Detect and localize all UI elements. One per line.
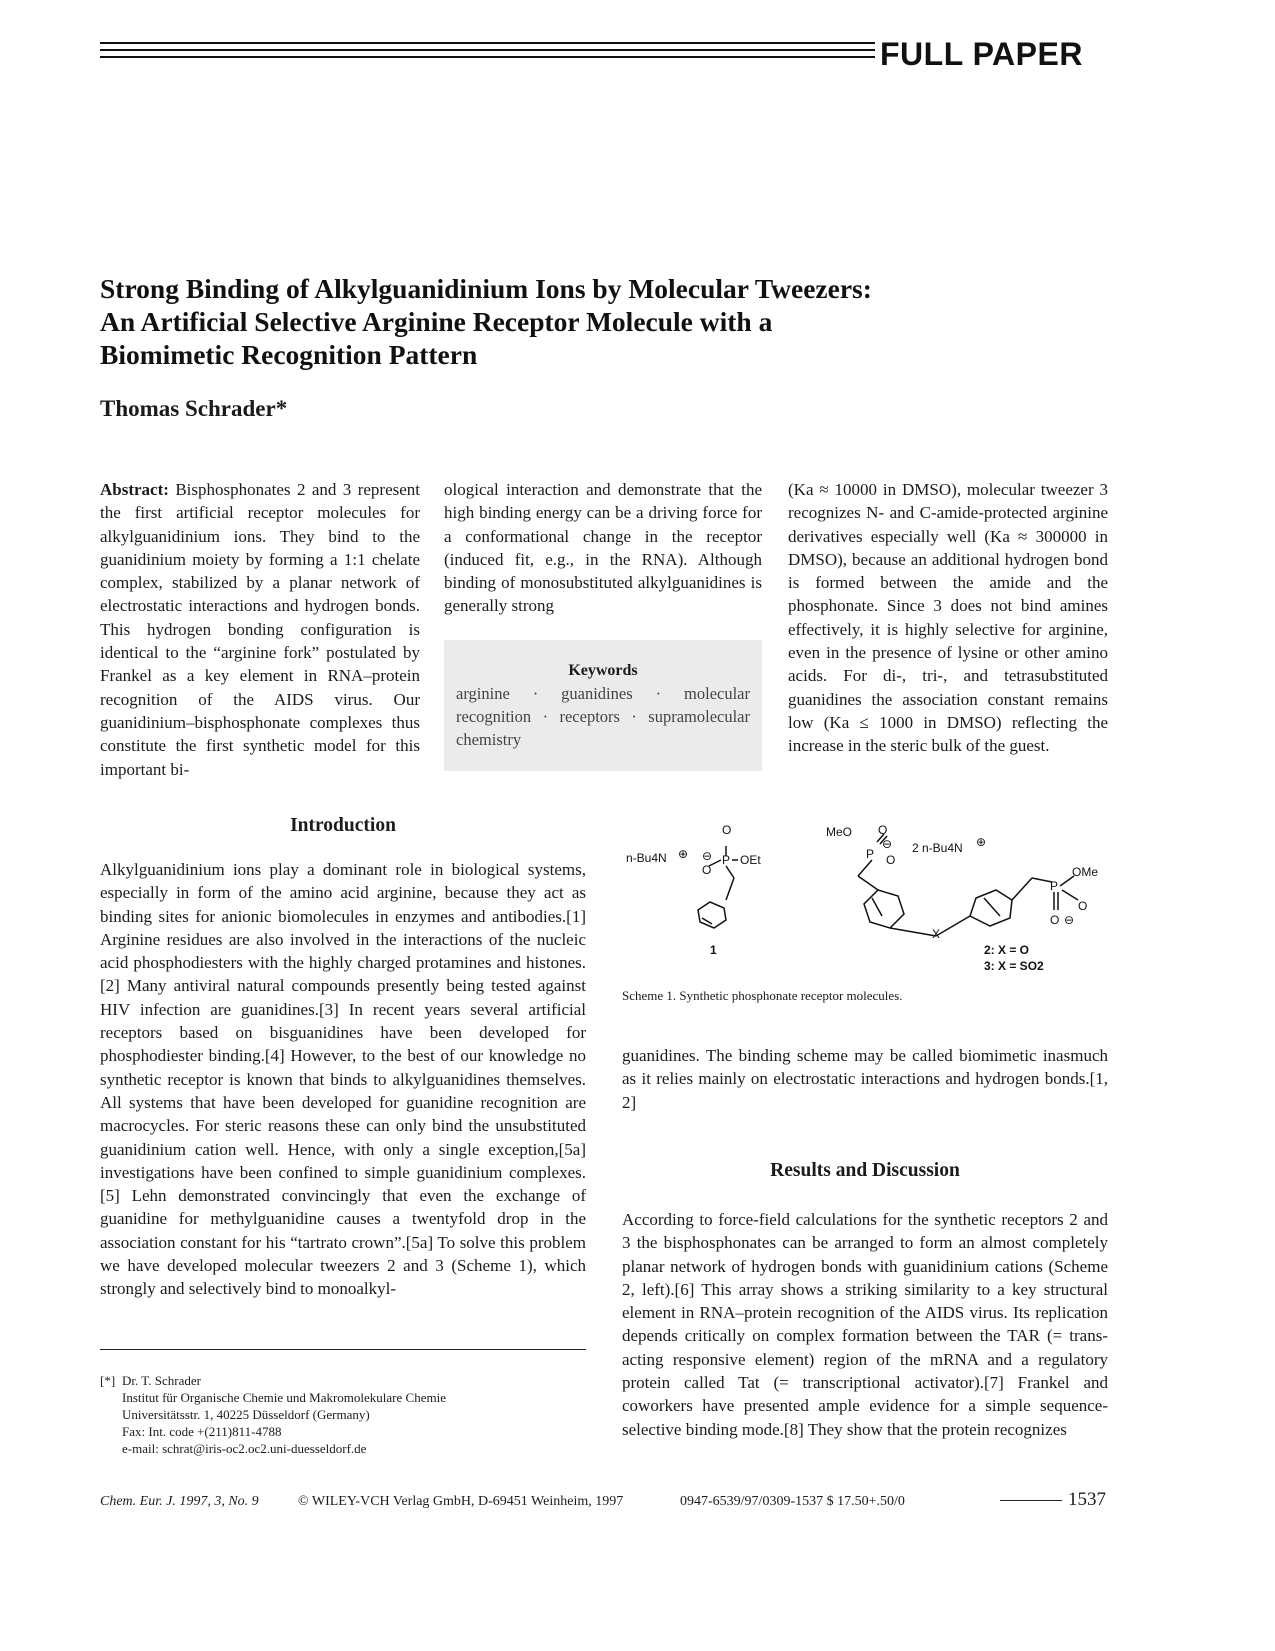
counterion-label-1: n-Bu4N <box>626 851 667 865</box>
svg-text:⊖: ⊖ <box>882 837 893 851</box>
oxygen-label: O <box>1050 913 1060 927</box>
paper-title <box>100 272 1100 371</box>
svg-text:⊖: ⊖ <box>702 849 713 863</box>
oxygen-label: O <box>886 853 896 867</box>
compound-1-label: 1 <box>710 943 717 957</box>
footnote-mark: [*] <box>100 1373 116 1388</box>
phosphorus-label: P <box>866 847 875 861</box>
footnote-rule <box>100 1349 586 1350</box>
results-heading: Results and Discussion <box>770 1160 960 1181</box>
methoxy-label-right: OMe <box>1072 865 1099 879</box>
footnote-address: Universitätsstr. 1, 40225 Düsseldorf (Germany) <box>122 1407 370 1422</box>
footnote-name: Dr. T. Schrader <box>122 1373 201 1388</box>
ethoxy-label: OEt <box>740 853 761 867</box>
results-continuation <box>622 1044 1108 1114</box>
results-body <box>622 1208 1108 1441</box>
introduction-text: Alkylguanidinium ions play a dominant role in biological systems, especially in form of the amino acid arginine, because they act as binding sites for anionic biomolecules in enzymes and antibodies.[1] Arginine residues are also involved in the interactions of the nucleic acid phosphodiesters with the highly charged protamines and histones.[2] Many antiviral natural compounds presently being tested against HIV infection are guanidines.[3] In recent years several artificial receptors based on bisguanidines have been developed for phosphodiester binding.[4] However, to the best of our knowledge no synthetic receptor is known that binds to alkylguanidines themselves. All systems that have been developed for guanidine recognition are macrocycles. For steric reasons these can only bind the unsubstituted guanidinium cation well. Hence, with only a single exception,[5a] investigations have been confined to simple guanidinium complexes.[5] Lehn demonstrated convincingly that even the exchange of guanidine for methylguanidine causes a twentyfold drop in the association constant for his “tartrato crown”.[5a] To solve this problem we have developed molecular tweezers 2 and 3 (Scheme 1), which strongly and selectively bind to monoalkyl- <box>100 860 586 1299</box>
title-line-1: Strong Binding of Alkylguanidinium Ions by Molecular Tweezers: <box>100 273 872 304</box>
title-line-3: Biomimetic Recognition Pattern <box>100 339 478 370</box>
abstract-text-2: ological interaction and demonstrate that the high binding energy can be a driving force for a conformational change in the receptor (induced fit, e.g., in the RNA). Although binding of monosubstituted alkylguanidines is generally strong <box>444 480 762 616</box>
compound-3-label: 3: X = SO2 <box>984 959 1044 973</box>
results-text: According to force-field calculations for the synthetic receptors 2 and 3 the bisphosphonates can be arranged to form an almost completely planar network of hydrogen bonds with guanidinium cations (Scheme 2, left).[6] This array shows a striking similarity to a key structural element in RNA–protein recognition of the AIDS virus. Its replication depends critically on complex formation between the TAR (= trans-acting responsive element) region of the mRNA and a regulatory protein called Tat (= transcriptional activator).[7] Frankel and coworkers have presented ample evidence for a simple sequence-selective binding mode.[8] They show that the protein recognizes <box>622 1210 1108 1439</box>
svg-text:⊕: ⊕ <box>976 835 987 849</box>
oxygen-label: O <box>878 823 888 837</box>
footer-rule <box>1000 1500 1062 1501</box>
abstract-column-1 <box>100 478 420 781</box>
compound-2-label: 2: X = O <box>984 943 1030 957</box>
counterion-label-2: 2 n-Bu4N <box>912 841 963 855</box>
footnote <box>100 1372 586 1457</box>
keywords-list: arginine · guanidines · molecular recognition · receptors · supramolecular chemistry <box>456 684 750 749</box>
scheme-1-figure <box>622 818 1108 978</box>
footer-journal: Chem. Eur. J. 1997, 3, No. 9 <box>100 1494 259 1509</box>
methoxy-label-left: MeO <box>826 825 853 839</box>
abstract-column-3 <box>788 478 1108 758</box>
phosphorus-label: P <box>722 853 731 867</box>
abstract-column-2 <box>444 478 762 618</box>
abstract-text-1: Bisphosphonates 2 and 3 represent the first artificial receptor molecules for alkylguanidinium ions. They bind to the guanidinium moiety by forming a 1:1 chelate complex, stabilized by a planar network of electrostatic interactions and hydrogen bonds. This hydrogen bonding configuration is identical to the “arginine fork” postulated by Frankel as a key element in RNA–protein recognition of the AIDS virus. Our guanidinium–bisphosphonate complexes thus constitute the first synthetic model for this important bi- <box>100 480 420 779</box>
svg-text:⊕: ⊕ <box>678 847 689 861</box>
footer-publisher: © WILEY-VCH Verlag GmbH, D-69451 Weinheim, 1997 <box>298 1494 624 1509</box>
introduction-heading: Introduction <box>290 815 396 836</box>
author: Thomas Schrader* <box>100 396 288 421</box>
keywords-title: Keywords <box>568 662 638 679</box>
footnote-institute: Institut für Organische Chemie und Makromolekulare Chemie <box>122 1390 446 1405</box>
footnote-email: e-mail: schrat@iris-oc2.oc2.uni-duesseldorf.de <box>122 1441 367 1456</box>
phosphorus-label: P <box>1050 879 1059 893</box>
abstract-label: Abstract: <box>100 480 169 499</box>
oxygen-label: O <box>702 863 712 877</box>
section-label: FULL PAPER <box>880 36 1083 72</box>
bridge-x-label: X <box>932 927 941 941</box>
abstract-text-3: (Ka ≈ 10000 in DMSO), molecular tweezer 3 recognizes N- and C-amide-protected arginine derivatives especially well (Ka ≈ 300000 in DMSO), because an additional hydrogen bond is formed between the amide and the phosphonate. Since 3 does not bind amines effectively, it is highly selective for arginine, even in the presence of lysine or other amino acids. For di-, tri-, and tetrasubstituted guanidines the association constant remains low (Ka ≤ 1000 in DMSO) reflecting the increase in the steric bulk of the guest. <box>788 480 1108 756</box>
oxygen-label: O <box>722 823 732 837</box>
footnote-fax: Fax: Int. code +(211)811-4788 <box>122 1424 282 1439</box>
page-number: 1537 <box>1068 1489 1106 1510</box>
oxygen-label: O <box>1078 899 1088 913</box>
scheme-caption: Scheme 1. Synthetic phosphonate receptor molecules. <box>622 988 903 1003</box>
svg-text:⊖: ⊖ <box>1064 913 1075 927</box>
footer-code: 0947-6539/97/0309-1537 $ 17.50+.50/0 <box>680 1494 905 1509</box>
header-rule <box>100 42 875 68</box>
keywords-box <box>444 640 762 771</box>
introduction-body <box>100 858 586 1301</box>
results-continuation-text: guanidines. The binding scheme may be called biomimetic inasmuch as it relies mainly on electrostatic interactions and hydrogen bonds.[1, 2] <box>622 1046 1108 1112</box>
title-line-2: An Artificial Selective Arginine Receptor Molecule with a <box>100 306 773 337</box>
